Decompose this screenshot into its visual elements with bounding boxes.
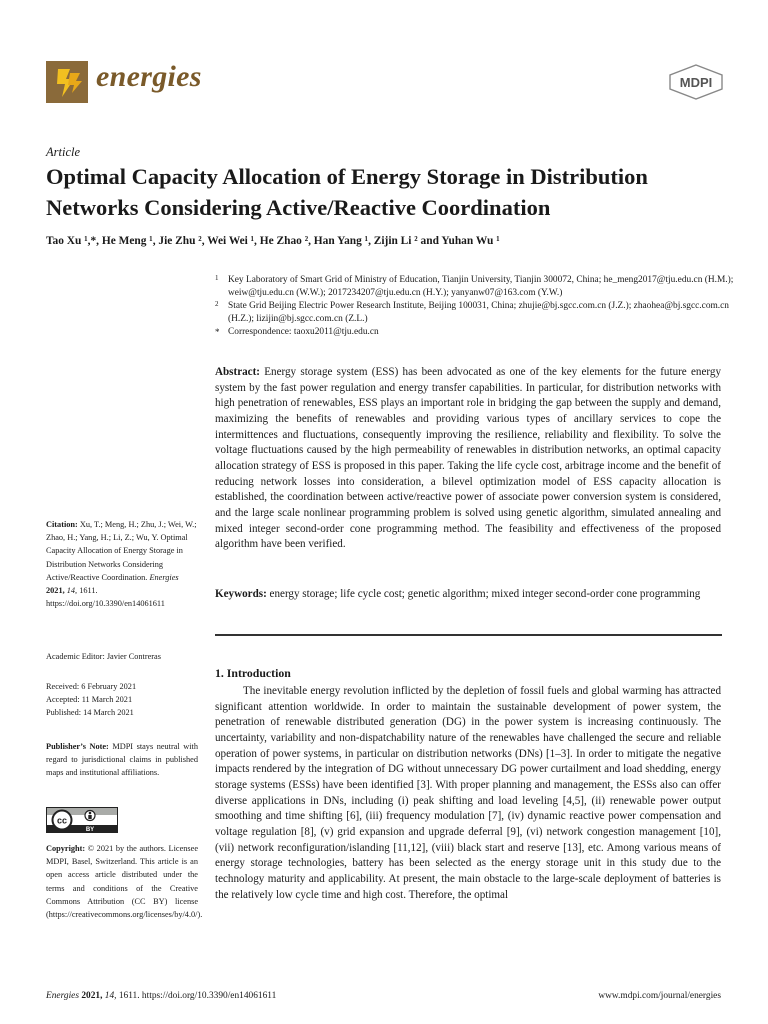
journal-name: energies [96,60,202,93]
published-date: Published: 14 March 2021 [46,708,134,718]
section-divider [215,634,722,636]
citation-journal: Energies [149,572,179,582]
affiliations [215,274,735,339]
abstract [215,365,721,553]
introduction-body [215,684,721,903]
affiliation-1 [215,274,735,300]
citation-doi[interactable]: 1611. https://doi.org/10.3390/en14061611 [46,586,165,609]
footer-year: 2021, [81,991,103,1001]
affiliation-marker: 1 [215,274,219,282]
footer-volume: 14, [104,991,117,1001]
correspondence-text: Correspondence: taoxu2011@tju.edu.cn [228,327,379,338]
abstract-text: Energy storage system (ESS) has been advocated as one of the key elements for the future energy system by the fast power regulation and energy transfer capabilities. In particular, for distribution networks with high penetration of renewables, ESS plays an important role in bridging the gap between the supply and demand, maximizing the benefits of renewables and providing various types of ancillary services to cope the intermittences and fluctuations, consequently improving the resilience, reliability and flexibility. To solve the voltage fluctuations caused by the high permeability of renewables in distribution networks, an optimal capacity allocation strategy of ESS is proposed in this paper. Taking the life cycle cost, arbitrage income and the benefit of reducing network losses into consideration, a bilevel optimization model of ESS capacity allocation is established, the coordination between active/reactive power of associate power conversion system is considered, and the large scale nonlinear programming problem is solved using genetic algorithm, simulated annealing and mixed integer second-order cone programming method. The feasibility and effectiveness of the proposed algorithm have been verified. [215,366,721,551]
svg-text:cc: cc [56,815,68,826]
footer-citation [46,991,276,1001]
affiliation-text: State Grid Beijing Electric Power Research Institute, Beijing 100031, China; zhujie@bj.sgcc.com.cn (J.Z.); zhaohea@bj.sgcc.com.cn (H.Z.); lizijin@bj.sgcc.com.cn (Z.L.) [228,301,729,325]
cc-by-label: BY [85,827,95,833]
copyright-notice [46,842,203,921]
copyright-text: © 2021 by the authors. Licensee MDPI, Basel, Switzerland. This article is an open access article distributed under the terms and conditions of the Creative Commons Attribution (CC BY) license (https://creativecommons.org/licenses/by/4.0/). [46,844,203,920]
citation-block [46,518,198,610]
correspondence [215,326,735,339]
citation-label: Citation: [46,520,78,529]
keywords-text: energy storage; life cycle cost; genetic algorithm; mixed integer second-order cone programming [269,588,701,600]
footer-doi[interactable]: 1611. https://doi.org/10.3390/en14061611 [118,991,277,1001]
keywords-label: Keywords: [215,588,267,600]
footer-journal-url[interactable]: www.mdpi.com/journal/energies [598,991,721,1001]
article-title: Optimal Capacity Allocation of Energy Storage in Distribution Networks Considering Active/Reactive Coordination [46,164,648,220]
publisher-note-text: MDPI stays neutral with regard to jurisdictional claims in published maps and institutional affiliations. [46,742,198,778]
keywords [215,587,721,603]
intro-paragraph: The inevitable energy revolution inflicted by the depletion of fossil fuels and global warming has attracted significant attention worldwide. In order to maintain the sustainable development of power system, the penetration of renewable distributed generation (DG) in the power system is increasing continuously. The uncertainty, variability and non-dispatchability nature of the renewables have challenged the secure and reliable operation of power systems, in particular on distribution networks (DNs) [1–3]. In order to mitigate the negative impacts rendered by the integration of DG without unnecessary DG power curtailment and load shedding, energy storage systems (ESSs) have been identified [3]. With proper planning and management, the ESSs also can offer diverse applications in DNs, including (i) peak shifting and load leveling [4,5], (ii) renewable power output smoothing and time shifting [6], (iii) frequency modulation [7], (iv) dynamic reactive power compensation and voltage regulation [8], (v) grid expansion and upgrade deferral [9], (vi) network congestion management [10], (vii) network reconfiguration/islanding [11,12], (viii) black start and reserve [13], etc. Among various means of energy storage technologies, battery has been selected as the energy storage unit in this study due to the technology maturity and applicability. At present, the main obstacle to the large-scale deployment of batteries is the relatively low cycle time and high cost. Therefore, the optimal [215,685,721,901]
correspondence-marker: * [215,327,220,338]
journal-logo [46,61,88,103]
accepted-date: Accepted: 11 March 2021 [46,695,133,705]
affiliation-marker: 2 [215,300,219,309]
academic-editor: Academic Editor: Javier Contreras [46,652,161,661]
received-date: Received: 6 February 2021 [46,682,137,691]
citation-volume: 14, [66,586,78,596]
affiliation-2 [215,300,735,326]
citation-year: 2021, [46,586,65,596]
mdpi-logo-text: MDPI [679,75,713,90]
affiliation-text: Key Laboratory of Smart Grid of Ministry of Education, Tianjin University, Tianjin 300072, China; he_meng2017@tju.edu.cn (H.M.); weiw@tju.edu.cn (W.W.); 2017234207@tju.edu.cn (H.Y.); yanyanw07@163.com (Y.W.) [228,275,734,299]
lightning-bolt-icon [46,61,88,103]
footer-journal: Energies [46,991,79,1001]
publication-dates [46,680,198,720]
copyright-label: Copyright: [46,844,86,853]
citation-text: Xu, T.; Meng, H.; Zhu, J.; Wei, W.; Zhao, H.; Yang, H.; Li, Z.; Wu, Y. Optimal Capacity Allocation of Energy Storage in Distribution Networks Considering Active/Reactive Coordination. [46,520,197,582]
article-type: Article [46,145,81,159]
author-list: Tao Xu ¹,*, He Meng ¹, Jie Zhu ², Wei Wei ¹, He Zhao ², Han Yang ¹, Zijin Li ² and Yuhan Wu ¹ [46,235,500,247]
publisher-note [46,740,198,780]
section-heading: 1. Introduction [215,666,291,680]
publisher-note-label: Publisher’s Note: [46,742,109,751]
abstract-label: Abstract: [215,366,260,378]
cc-by-license-icon[interactable] [46,807,118,833]
